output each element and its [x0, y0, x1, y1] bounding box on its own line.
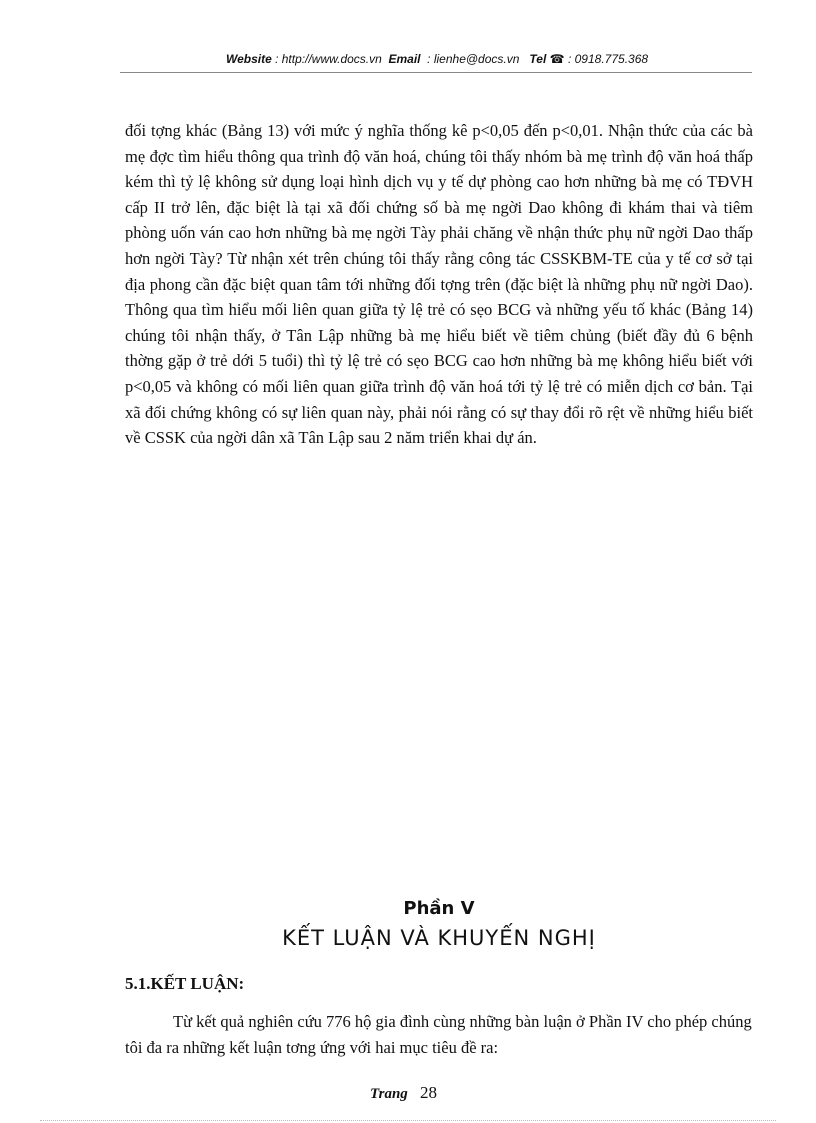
- page-label: Trang: [370, 1086, 408, 1102]
- footer-divider: [40, 1120, 776, 1121]
- email-label: Email: [388, 52, 421, 66]
- website-label: Website: [225, 52, 272, 66]
- conclusion-paragraph-container: [125, 1009, 753, 1061]
- conclusion-paragraph: Từ kết quả nghiên cứu 776 hộ gia đình cùng những bàn luận ở Phần IV cho phép chúng tôi đa ra những kết luận tơng ứng với hai mục tiêu đề ra:: [125, 1012, 752, 1057]
- page-number: 28: [420, 1083, 438, 1102]
- website-value: : http://www.docs.vn: [275, 52, 382, 66]
- part-label: Phần V: [403, 898, 475, 919]
- page-footer: [370, 1083, 437, 1103]
- tel-value: : 0918.775.368: [567, 52, 649, 66]
- page-header: [122, 52, 752, 66]
- body-paragraph: đối tợng khác (Bảng 13) với mức ý nghĩa thống kê p<0,05 đến p<0,01. Nhận thức của các bà mẹ đợc tìm hiểu thông qua trình độ văn hoá, chúng tôi thấy nhóm bà mẹ trình độ văn hoá thấp kém thì tỷ lệ không sử dụng loại hình dịch vụ y tế dự phòng cao hơn những bà mẹ có TĐVH cấp II trở lên, đặc biệt là tại xã đối chứng số bà mẹ ngời Dao không đi khám thai và tiêm phòng uốn ván cao hơn những bà mẹ ngời Tày phải chăng về nhận thức phụ nữ ngời Dao thấp hơn ngời Tày? Từ nhận xét trên chúng tôi thấy rằng công tác CSSKBM-TE của y tế cơ sở tại địa phong cần đặc biệt quan tâm tới những đối tợng trên (đặc biệt là những phụ nữ ngời Dao). Thông qua tìm hiểu mối liên quan giữa tỷ lệ trẻ có sẹo BCG và những yếu tố khác (Bảng 14) chúng tôi nhận thấy, ở Tân Lập những bà mẹ hiểu biết về tiêm chủng (biết đầy đủ 6 bệnh thờng gặp ở trẻ dới 5 tuổi) thì tỷ lệ trẻ có sẹo BCG cao hơn những bà mẹ không hiểu biết với p<0,05 và không có mối liên quan giữa trình độ văn hoá tới tỷ lệ trẻ có miễn dịch cơ bản. Tại xã đối chứng không có sự liên quan này, phải nói rằng có sự thay đổi rõ rệt về những hiểu biết về CSSK của ngời dân xã Tân Lập sau 2 năm triển khai dự án.: [125, 121, 753, 448]
- header-divider: [120, 72, 752, 73]
- section-heading: 5.1.KẾT LUẬN:: [125, 974, 245, 993]
- phone-icon: ☎: [549, 52, 565, 66]
- tel-label: Tel: [529, 52, 547, 66]
- part-title: KẾT LUẬN VÀ KHUYẾN NGHỊ: [282, 926, 596, 950]
- email-value: : lienhe@docs.vn: [427, 52, 520, 66]
